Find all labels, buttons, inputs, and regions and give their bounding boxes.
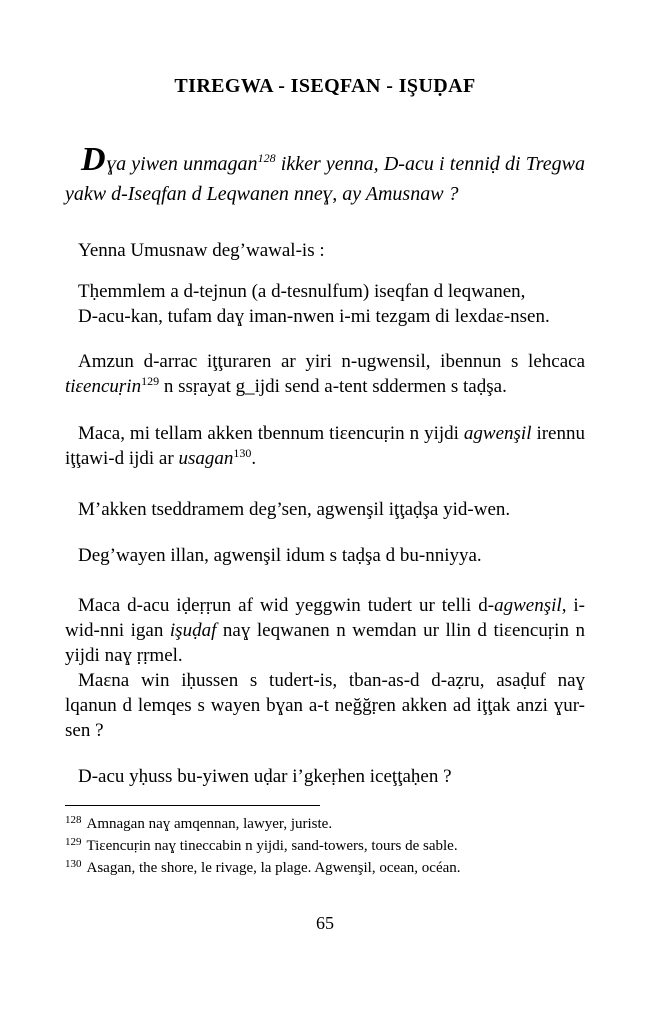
text-run: naɣ leqwanen n wemdan ur llin d tiɛencuṛin n yijdi naɣ ṛṛmel. — [65, 620, 585, 666]
text-run: Yenna Umusnaw deg’wawal-is : — [78, 240, 325, 261]
footnote-text: Tiɛencuṛin naɣ tineccabin n yijdi, sand-towers, tours de sable. — [86, 838, 458, 854]
text-run: , i-wid-nni igan — [65, 595, 586, 641]
page-number: 65 — [316, 913, 334, 933]
text-run: Tḥemmlem a d-tejnun (a d-tesnulfum) iseqfan d leqwanen, — [78, 281, 526, 302]
text-run: Amzun d-arrac iţţuraren ar yiri n-ugwensil, ibennun s lehcaca — [78, 351, 585, 372]
footnote-text: Amnagan naɣ amqennan, lawyer, juriste. — [86, 816, 333, 832]
text-run: agwenşil — [494, 595, 562, 616]
paragraph — [65, 238, 585, 263]
text-run: 128 — [257, 151, 276, 165]
text-run: işuḍaf — [169, 620, 217, 641]
footnote-number: 128 — [65, 814, 82, 826]
footnote — [65, 814, 585, 836]
text-run: Maca d-acu iḍeṛṛun af wid yeggwin tudert ur telli d- — [78, 595, 495, 616]
paragraph — [65, 593, 585, 668]
drop-cap: D — [81, 141, 106, 178]
text-run: irennu iţţawi-d ijdi ar — [65, 423, 585, 469]
text-run: M’akken tseddramem deg’sen, agwenşil iţţaḍşa yid-wen. — [78, 499, 511, 520]
text-run: ɣa yiwen unmagan — [106, 153, 258, 175]
text-run: agwenşil — [463, 423, 532, 444]
text-run: 130 — [233, 446, 252, 460]
footnote-number: 129 — [65, 836, 82, 848]
footnote-separator — [65, 805, 320, 806]
text-run: D-acu yḥuss bu-yiwen uḍar i’gkeṛhen iceţţaḥen ? — [78, 766, 452, 787]
body-paragraphs — [65, 141, 586, 789]
text-run: Maca, mi tellam akken tbennum tiɛencuṛin n yijdi — [78, 423, 464, 444]
text-run: ikker yenna, D-acu i tenniḍ di Tregwa yakw d-Iseqfan d Leqwanen nneɣ, ay Amusnaw ? — [65, 153, 585, 205]
footnote-text: Asagan, the shore, le rivage, la plage. Agwenşil, ocean, océan. — [86, 860, 461, 876]
text-run: n ssṛayat g_ijdi send a-tent sddermen s taḍşa. — [159, 376, 507, 397]
footnote — [65, 836, 585, 858]
page-title: TIREGWA - ISEQFAN - IŞUḌAF — [174, 75, 476, 97]
text-run: 129 — [141, 374, 160, 388]
text-run: Deg’wayen illan, agwenşil idum s taḍşa d bu-nniyya. — [78, 545, 482, 566]
text-run: usagan — [178, 448, 234, 469]
paragraph — [65, 304, 585, 329]
paragraph — [65, 543, 585, 568]
paragraph — [65, 279, 585, 304]
text-run: D-acu-kan, tufam daɣ iman-nwen i-mi tezgam di lexdaɛ-nsen. — [78, 306, 550, 327]
paragraph — [65, 349, 585, 401]
footnotes — [65, 814, 585, 880]
footnote — [65, 858, 585, 880]
paragraph — [65, 497, 585, 522]
footnote-number: 130 — [65, 858, 82, 870]
closing-question — [65, 764, 585, 789]
text-run: tiɛencuṛin — [65, 376, 142, 397]
paragraph — [65, 668, 585, 743]
paragraph — [65, 421, 585, 473]
text-run: . — [251, 448, 257, 469]
opening-question — [65, 141, 585, 208]
text-run: Maɛna win iḥussen s tudert-is, tban-as-d d-aẓru, asaḍuf naɣ lqanun d lemqes s wayen bɣan a-t neğğṛen akken ad iţţak anzi ɣur-sen ? — [65, 670, 585, 741]
